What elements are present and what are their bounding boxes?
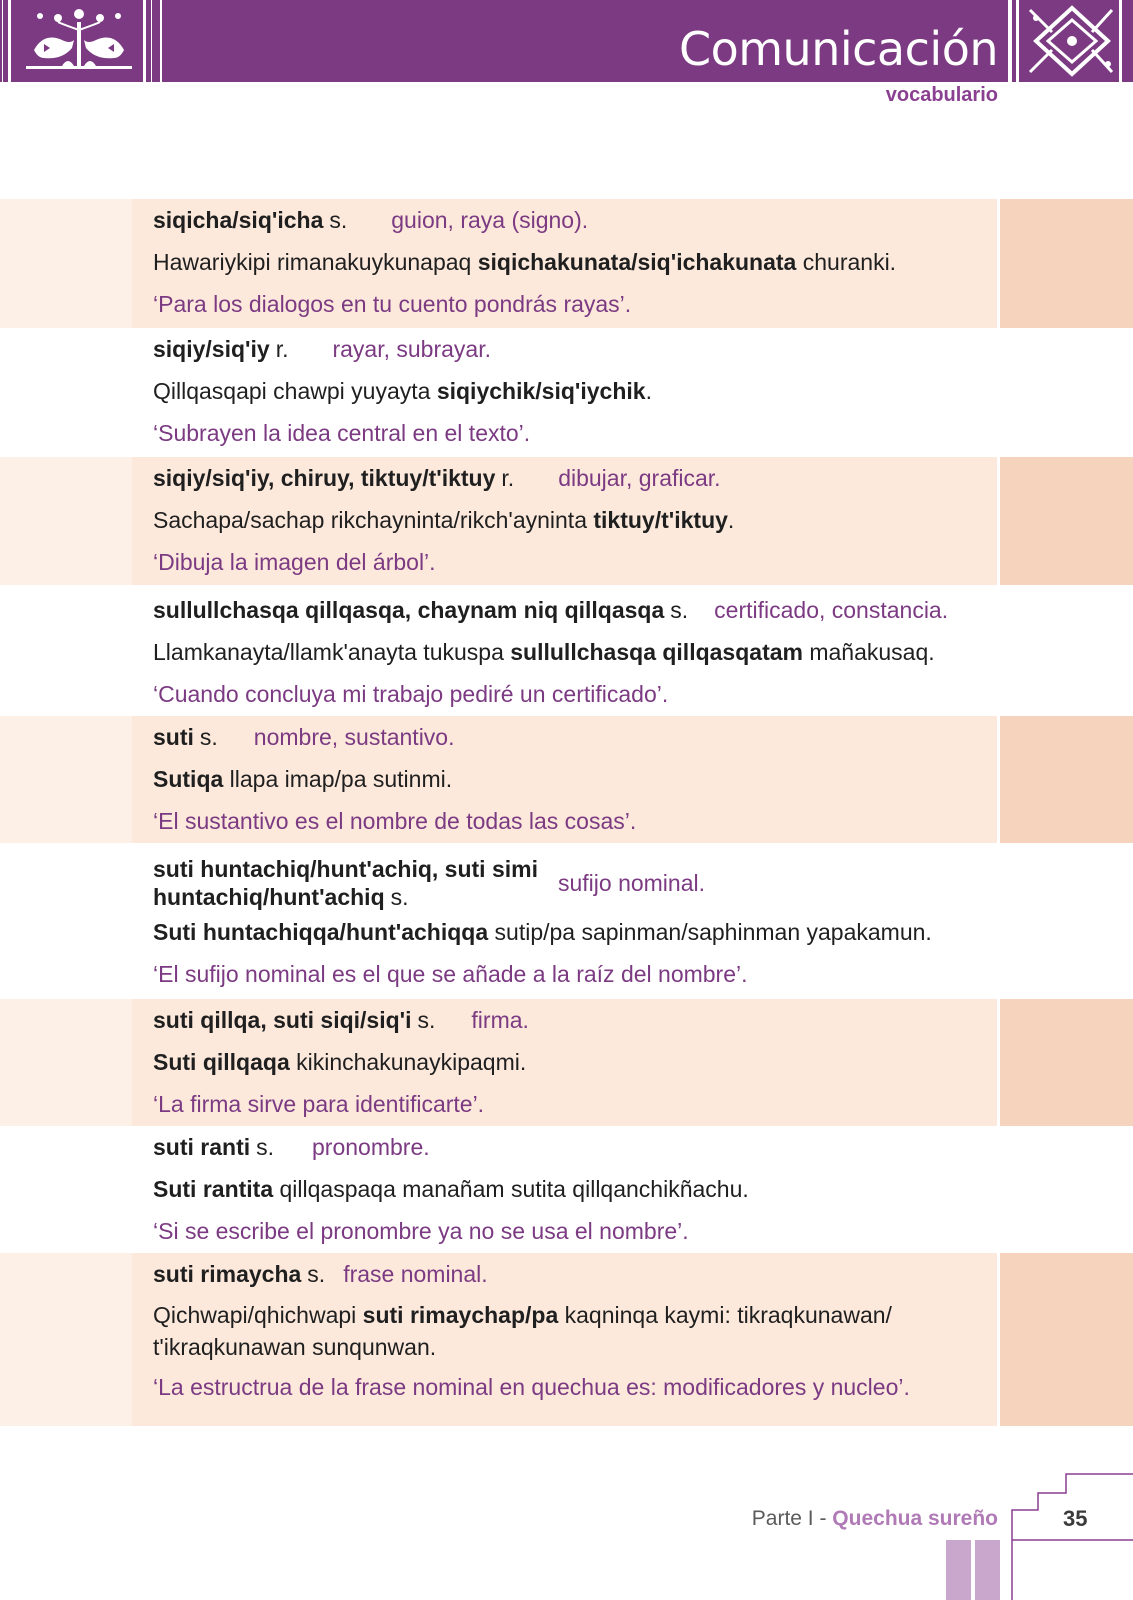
diamond-pattern-icon [1012, 0, 1133, 82]
headword: suti ranti [153, 1134, 251, 1160]
gloss-translation: ‘La estructrua de la frase nominal en quechua es: modificadores y nucleo’. [153, 1374, 910, 1400]
page-number: 35 [1063, 1506, 1088, 1531]
gloss-translation: ‘Dibuja la imagen del árbol’. [153, 549, 436, 575]
gloss-translation: ‘Si se escribe el pronombre ya no se usa el nombre’. [153, 1218, 689, 1244]
gloss-translation: ‘Cuando concluya mi trabajo pediré un certificado’. [153, 681, 669, 707]
example-sentence: Qichwapi/qhichwapi suti rimaychap/pa kaqninqa kaymi: tikraqkunawan/ [153, 1302, 892, 1328]
gloss-translation: ‘La firma sirve para identificarte’. [153, 1091, 485, 1117]
part-of-speech: s. [199, 724, 218, 750]
example-sentence: Suti rantita qillqaspaqa manañam sutita qillqanchikñachu. [153, 1176, 749, 1202]
vocab-entry [0, 585, 1133, 716]
headword-continued: huntachiq/hunt'achiq [153, 884, 385, 910]
headword: siqiy/siq'iy [153, 336, 270, 362]
part-of-speech: s. [390, 884, 409, 910]
translation: firma. [471, 1007, 529, 1033]
part-of-speech: s. [329, 207, 348, 233]
headword: siqiy/siq'iy, chiruy, tiktuy/t'iktuy [153, 465, 496, 491]
translation: nombre, sustantivo. [253, 724, 455, 750]
vocab-entry [0, 328, 1133, 457]
translation: sufijo nominal. [557, 869, 706, 896]
translation: dibujar, graficar. [558, 465, 721, 491]
vocab-entry [0, 999, 1133, 1126]
headword: siqicha/siq'icha [153, 207, 324, 233]
translation: guion, raya (signo). [391, 207, 589, 233]
gloss-translation: ‘El sustantivo es el nombre de todas las cosas’. [153, 808, 637, 834]
example-sentence: Qillqasqapi chawpi yuyayta siqiychik/siq'iychik. [153, 378, 652, 404]
example-sentence: Hawariykipi rimanakuykunapaq siqichakunata/siq'ichakunata churanki. [153, 249, 897, 275]
headword: sullullchasqa qillqasqa, chaynam niq qillqasqa [153, 597, 665, 623]
header-bar [0, 0, 1133, 82]
translation: rayar, subrayar. [332, 336, 491, 362]
vocab-entry [0, 199, 1133, 328]
part-of-speech: r. [501, 465, 515, 491]
translation: frase nominal. [343, 1261, 488, 1287]
section-subtitle: vocabulario [885, 84, 998, 106]
headword: suti rimaycha [153, 1261, 302, 1287]
vocab-entry [0, 1126, 1133, 1253]
example-sentence: Suti huntachiqqa/hunt'achiqqa sutip/pa sapinman/saphinman yapakamun. [153, 919, 932, 945]
example-sentence: Sutiqa llapa imap/pa sutinmi. [153, 766, 453, 792]
headword: suti qillqa, suti siqi/siq'i [153, 1007, 412, 1033]
vocabulary-list [0, 199, 1133, 1426]
folk-art-birds-logo [0, 0, 160, 82]
birds-tree-icon [0, 0, 160, 82]
footer-stripe [946, 1540, 971, 1600]
part-of-speech: r. [275, 336, 289, 362]
part-of-speech: s. [670, 597, 689, 623]
example-sentence: Suti qillqaqa kikinchakunaykipaqmi. [153, 1049, 527, 1075]
headword: suti huntachiq/hunt'achiq, suti simi [153, 856, 538, 882]
part-of-speech: s. [417, 1007, 436, 1033]
vocab-entry [0, 457, 1133, 585]
geometric-pattern-logo [1012, 0, 1133, 82]
gloss-translation: ‘Subrayen la idea central en el texto’. [153, 420, 531, 446]
page-title: Comunicación [678, 22, 998, 76]
part-of-speech: s. [307, 1261, 326, 1287]
vocab-entry [0, 716, 1133, 843]
example-sentence-continued: t'ikraqkunawan sunqunwan. [153, 1334, 437, 1360]
gloss-translation: ‘El sufijo nominal es el que se añade a la raíz del nombre’. [153, 961, 748, 987]
footer-stripe [975, 1540, 1000, 1600]
translation: certificado, constancia. [714, 597, 949, 623]
headword: suti [153, 724, 194, 750]
translation: pronombre. [312, 1134, 430, 1160]
example-sentence: Sachapa/sachap rikchayninta/rikch'ayninta tiktuy/t'iktuy. [153, 507, 735, 533]
example-sentence: Llamkanayta/llamk'anayta tukuspa sullullchasqa qillqasqatam mañakusaq. [153, 639, 935, 665]
footer-part-label: Parte I - Quechua sureño [751, 1507, 998, 1530]
gloss-translation: ‘Para los dialogos en tu cuento pondrás rayas’. [153, 291, 632, 317]
part-of-speech: s. [256, 1134, 275, 1160]
vocab-entry [0, 843, 1133, 999]
